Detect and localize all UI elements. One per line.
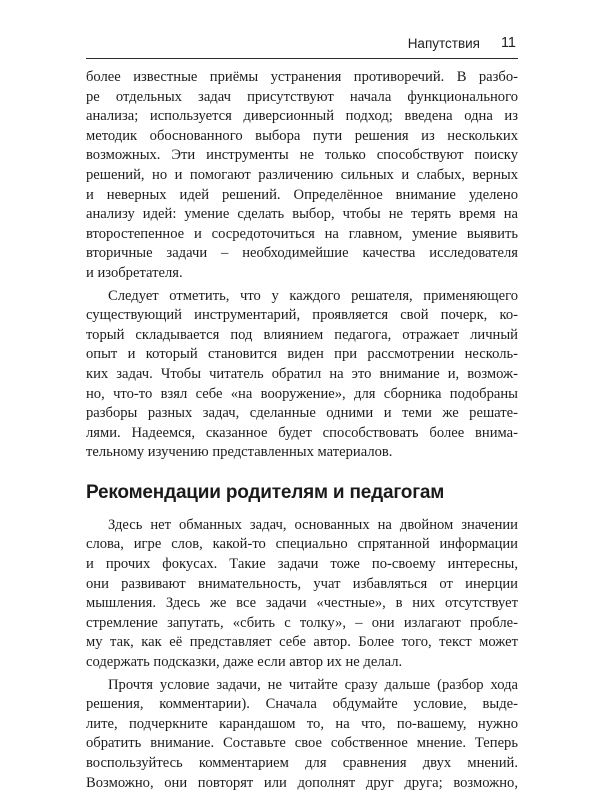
page-number: 11 (500, 35, 516, 51)
text-line: разборы разных задач, сделанные одними и теми же решате- (86, 405, 518, 422)
text-line: стремление запутать, «сбить с толку», – они излагают пробле- (86, 614, 518, 631)
text-line: воспользуйтесь комментарием для сравнения двух мнений. (86, 755, 518, 771)
paragraph (86, 68, 518, 284)
paragraphs-after-heading (86, 516, 518, 793)
text-line: ких задач. Чтобы читатель обратил на это внимание и, возмож- (86, 365, 518, 382)
text-line: лями. Надеемся, сказанное будет способствовать более внима- (86, 424, 518, 441)
running-header (86, 30, 518, 59)
text-line: му так, как её представляет себе автор. Более того, текст может (86, 634, 518, 651)
text-line: Возможно, они повторят или дополнят друг друга; возможно, (86, 774, 518, 791)
text-line: и прочих фокусах. Такие задачи тоже по-своему интересны, (86, 556, 518, 573)
text-line: тельному изучению представленных материалов. (86, 444, 393, 461)
text-line: анализу идей: умение сделать выбор, чтобы не терять время на (86, 206, 518, 223)
text-line: и изобретателя. (86, 264, 183, 281)
text-line: решения, комментарии). Сначала обдумайте условие, выде- (86, 696, 518, 713)
text-line: вторичные задачи – необходимейшие качества исследователя (86, 245, 518, 262)
text-line: и неверных идей решений. Определённое внимание уделено (86, 186, 518, 203)
text-line: содержать подсказки, даже если автор их не делал. (86, 654, 403, 671)
paragraph (86, 676, 518, 794)
text-line: торый складывается под влиянием педагога, отражает личный (86, 326, 518, 343)
paragraph (86, 287, 518, 463)
section-heading: Рекомендации родителям и педагогам (86, 481, 445, 503)
text-line: Здесь нет обманных задач, основанных на двойном значении (108, 516, 518, 533)
text-line: опыт и который становится виден при рассмотрении несколь- (86, 346, 518, 363)
text-line: Прочтя условие задачи, не читайте сразу дальше (разбор хода (108, 676, 518, 693)
text-line: слова, игре слов, какой-то специально спрятанной информации (86, 536, 518, 553)
text-line: но, что-то взял себе «на вооружение», для сборника подобраны (86, 385, 518, 402)
text-line: обратить внимание. Составьте свое собственное мнение. Теперь (86, 735, 518, 752)
text-line: мышления. Здесь же все задачи «честные», в них отсутствует (86, 595, 518, 612)
paragraphs-before-heading (86, 68, 518, 463)
text-line: существующий инструментарий, проявляется свой почерк, ко- (86, 307, 518, 324)
text-line: ре отдельных задач присутствуют начала функционального (86, 88, 518, 105)
text-line: второстепенное и сосредоточиться на главном, умение выявить (86, 225, 518, 242)
text-line: лите, подчеркните карандашом то, на что, по-вашему, нужно (86, 715, 518, 732)
text-line: они развивают внимательность, учат избавляться от инерции (86, 575, 518, 592)
running-header-section-title: Напутствия (407, 36, 480, 51)
text-line: более известные приёмы устранения противоречий. В разбо- (86, 69, 518, 85)
paragraph (86, 516, 518, 673)
text-line: Следует отметить, что у каждого решателя, применяющего (108, 287, 518, 304)
text-line: методик обоснованного выбора пути решения из нескольких (86, 127, 518, 144)
text-line: возможных. Эти инструменты не только способствуют поиску (86, 147, 518, 164)
text-line: анализа; используется диверсионный подход; введена одна из (86, 108, 518, 125)
page-body (86, 68, 518, 796)
text-line: решений, но и помогают различению сильных и слабых, верных (86, 166, 518, 183)
